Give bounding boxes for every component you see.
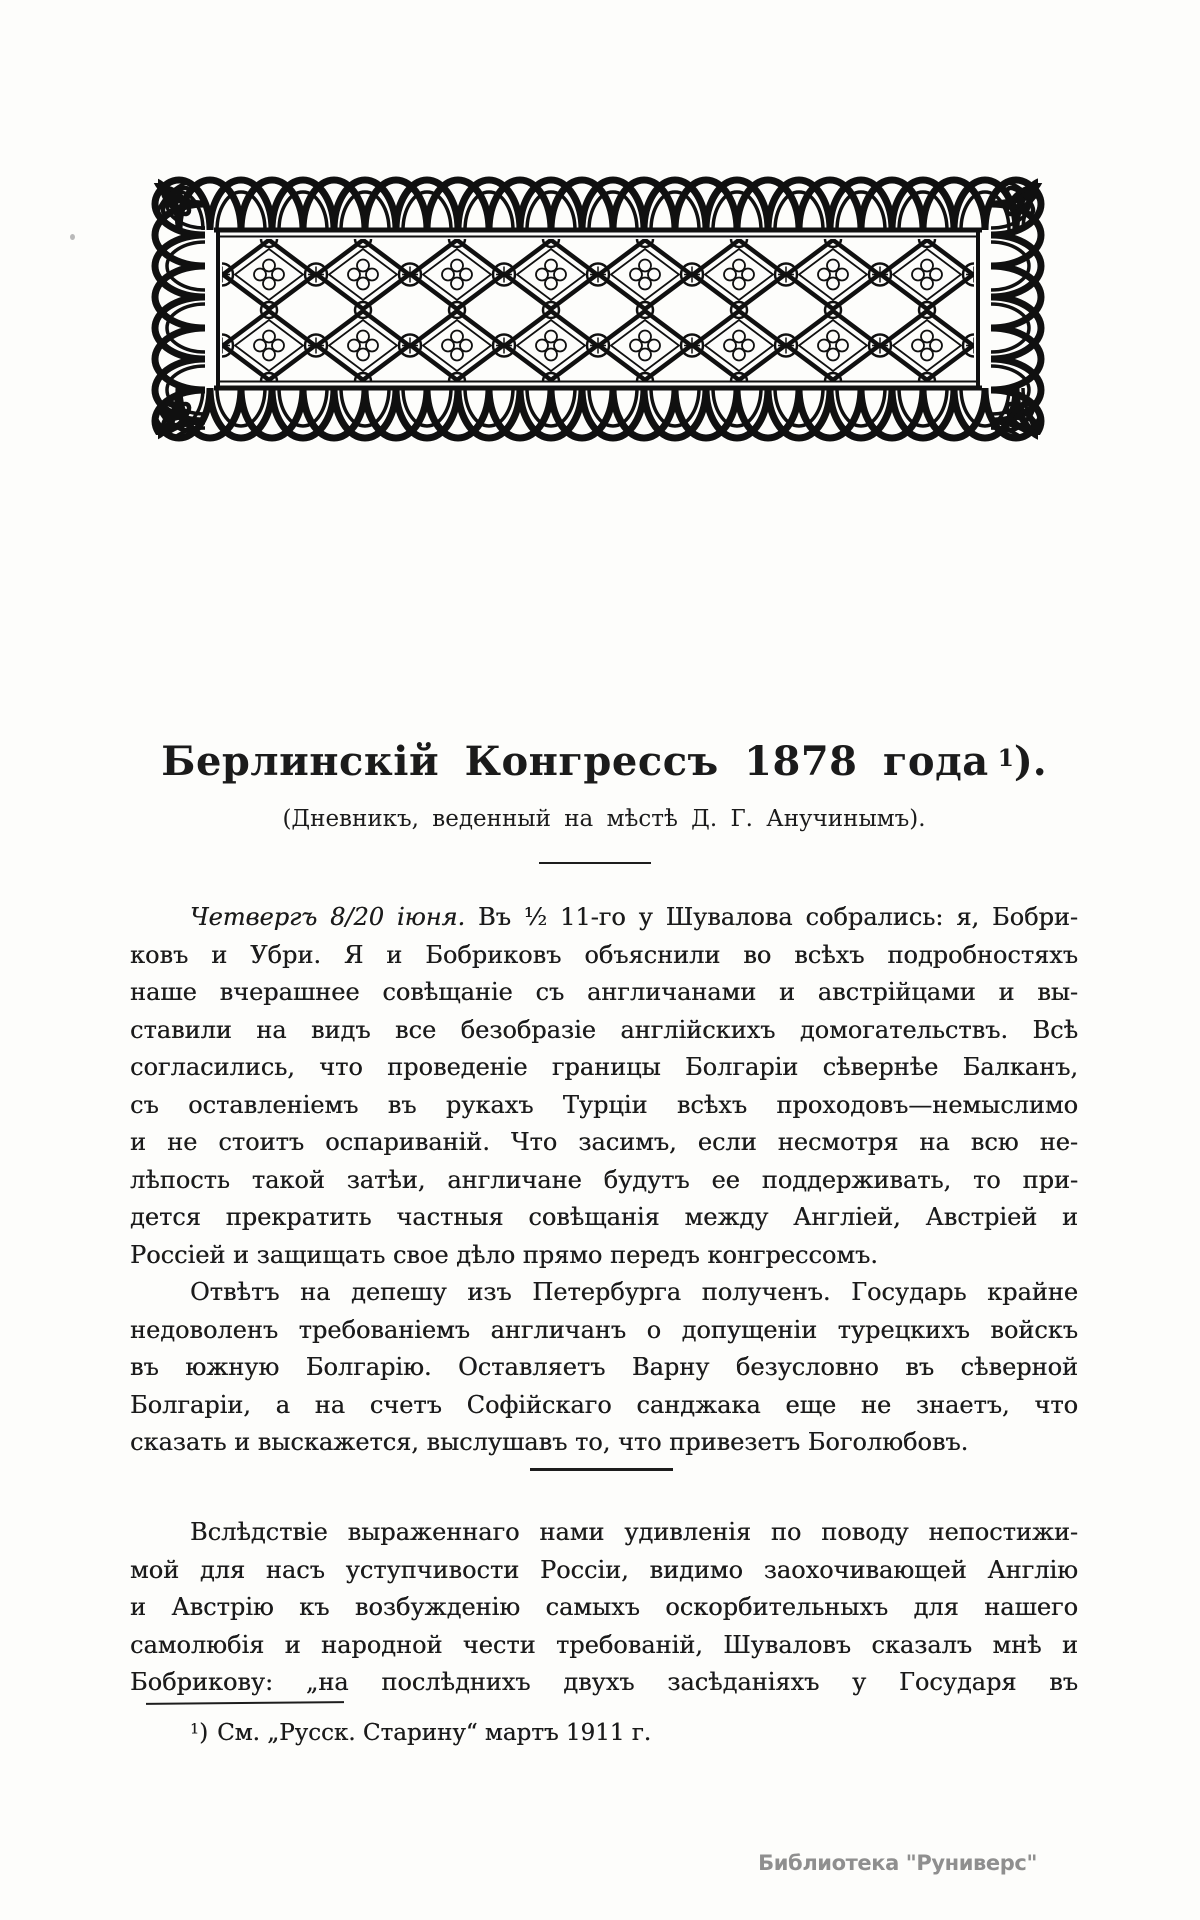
header-ornament-band — [148, 173, 1048, 445]
title-text: Берлинскій Конгрессъ 1878 года — [161, 738, 989, 785]
body-line: согласились, что проведеніе границы Болгаріи сѣвернѣе Балканъ, — [130, 1053, 1078, 1081]
body-text-block-2 — [130, 1514, 1078, 1702]
footnote-paren: ) — [199, 1720, 209, 1746]
body-line-text: Въ ½ 11-го у Шувалова собрались: я, Бобри- — [465, 903, 1078, 931]
subtitle: (Дневникъ, веденный на мѣстѣ Д. Г. Анучинымъ). — [282, 806, 926, 832]
body-line: съ оставленіемъ въ рукахъ Турціи всѣхъ проходовъ—немыслимо — [130, 1090, 1078, 1119]
body-text-block — [130, 899, 1078, 1462]
body-line: недоволенъ требованіемъ англичанъ о допущеніи турецкихъ войскъ — [130, 1315, 1078, 1344]
footnote-marker: 1 — [190, 1721, 200, 1738]
body-line: лѣпость такой затѣи, англичане будутъ ее поддерживать, то при- — [130, 1165, 1078, 1194]
footnote — [130, 1720, 1078, 1746]
title-footnote-marker: 1 — [997, 744, 1014, 772]
footnote-text: См. „Русск. Старину“ мартъ 1911 г. — [217, 1720, 652, 1746]
body-line: ставили на видъ все безобразіе англійскихъ домогательствъ. Всѣ — [130, 1015, 1078, 1044]
section-divider-rule — [530, 1468, 673, 1471]
body-line — [130, 899, 1078, 937]
body-line: и Австрію къ возбужденію самыхъ оскорбительныхъ для нашего — [130, 1593, 1078, 1621]
title-divider-rule — [539, 862, 651, 864]
body-line: Вслѣдствіе выраженнаго нами удивленія по поводу непостижи- — [190, 1518, 1078, 1546]
scan-speck — [70, 234, 75, 240]
body-line: и не стоитъ оспариваній. Что засимъ, если несмотря на всю не- — [130, 1128, 1078, 1156]
body-line: самолюбія и народной чести требованій, Шуваловъ сказалъ мнѣ и — [130, 1630, 1078, 1659]
footnote-rule — [146, 1701, 344, 1705]
body-line: Бобрикову: „на послѣднихъ двухъ засѣданіяхъ у Государя въ — [130, 1668, 1078, 1696]
knotwork-ornament-icon — [148, 173, 1048, 445]
library-watermark: Библиотека "Руниверс" — [758, 1851, 1037, 1875]
diary-date-italic: Четвергъ 8/20 іюня. — [190, 903, 466, 931]
body-line: въ южную Болгарію. Оставляетъ Варну безусловно въ сѣверной — [130, 1353, 1078, 1381]
body-line: ковъ и Убри. Я и Бобриковъ объяснили во всѣхъ подробностяхъ — [130, 940, 1078, 969]
body-line: наше вчерашнее совѣщаніе съ англичанами и австрійцами и вы- — [130, 978, 1078, 1006]
body-line: Россіей и защищать свое дѣло прямо передъ конгрессомъ. — [130, 1240, 878, 1269]
page-title — [130, 738, 1078, 786]
body-line: Отвѣтъ на депешу изъ Петербурга полученъ. Государь крайне — [190, 1278, 1078, 1306]
body-line: Болгаріи, а на счетъ Софійскаго санджака еще не знаетъ, что — [130, 1390, 1078, 1419]
title-suffix: ). — [1013, 738, 1047, 785]
body-line: мой для насъ уступчивости Россіи, видимо заохочивающей Англію — [130, 1555, 1078, 1584]
body-line: сказать и выскажется, выслушавъ то, что привезетъ Боголюбовъ. — [130, 1428, 969, 1456]
body-line: дется прекратить частныя совѣщанія между Англіей, Австріей и — [130, 1203, 1078, 1231]
